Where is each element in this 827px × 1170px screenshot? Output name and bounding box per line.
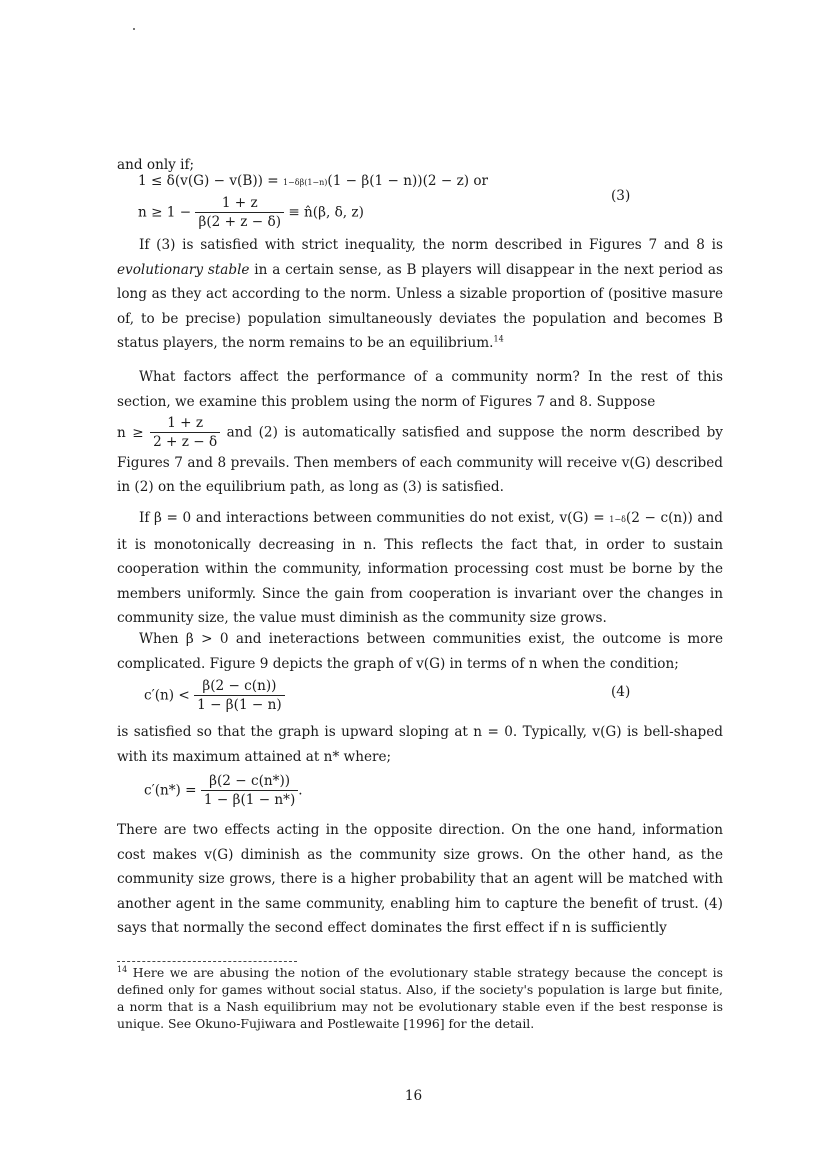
equation-3-line-1: 1 ≤ δ(v(G) − v(B)) = 1−δβ(1−n)(1 − β(1 − n))(2 − z) or (138, 173, 489, 189)
footnote-mark: 14 (117, 964, 128, 974)
equation-4-fraction: $\frac{\beta(2 - c(n))}{1 - \beta(1 - n)}$ (194, 678, 285, 714)
equation-4: c′(n) < $\frac{\beta(2 - c(n))}{1 - \beta(1 - n)}$ (144, 678, 285, 714)
equation-3-coefficient: 1−δβ(1−n) (282, 178, 328, 187)
equation-3-fraction: $\frac{1 + z}{\beta(2 + z - \delta)}$ (195, 195, 284, 231)
footnote-ref-14: 14 (493, 334, 504, 344)
equation-4-number: (4) (611, 684, 631, 700)
scan-speck (133, 28, 135, 30)
condition-fraction: $\frac{1 + z}{2 + z - \delta}$ (150, 415, 220, 451)
condition-inline: n ≥ $\frac{1 + z}{2 + z - \delta}$ (117, 425, 220, 441)
footnote-divider (117, 961, 297, 962)
paragraph-evolutionary-stability: If (3) is satisfied with strict inequality, the norm described in Figures 7 and 8 is evolutionary stable in a certain sense, as B players will disappear in the next period as long as they act according to the norm. Unless a sizable proportion of (positive masure of, to be precise) population simultaneously deviates the population and becomes B status players, the norm remains to be an equilibrium.$^{14}$ (117, 237, 723, 352)
beta-zero-coefficient: 1−δ (609, 515, 626, 524)
emphasis-evolutionary-stable: evolutionary stable (117, 261, 250, 278)
paragraph-beta-zero: If β = 0 and interactions between communities do not exist, v(G) = 1−δ(2 − c(n)) and it is monotonically decreasing in n. This reflects the fact that, in order to sustain cooperation within the community, information processing cost must be borne by the members uniformly. Since the gain from cooperation is invariant over the changes in community size, the value must diminish as the community size grows. (117, 510, 723, 627)
paragraph-community-norm-cont: n ≥ $\frac{1 + z}{2 + z - \delta}$ and (2) is automatically satisfied and suppose the norm described by Figures 7 and 8 prevails. Then members of each community will receive v(G) described in (2) on the equilibrium path, as long as (3) is satisfied. (117, 415, 724, 495)
equation-3-number: (3) (611, 188, 631, 204)
paragraph-bell-shaped: is satisfied so that the graph is upward sloping at n = 0. Typically, v(G) is bell-shaped with its maximum attained at n* where; (117, 724, 723, 765)
paragraph-two-effects: There are two effects acting in the opposite direction. On the one hand, information cost makes v(G) diminish as the community size grows. On the other hand, as the community size grows, there is a higher probability that an agent will be matched with another agent in the same community, enabling him to capture the benefit of trust. (4) says that normally the second effect dominates the first effect if n is sufficiently (117, 822, 723, 937)
paragraph-beta-positive: When β > 0 and ineteractions between communities exist, the outcome is more complicated. Figure 9 depicts the graph of v(G) in terms of n when the condition; (117, 631, 723, 672)
footnote-14: $^{14}$ Here we are abusing the notion of the evolutionary stable strategy because the concept is defined only for games without social status. Also, if the society's population is large but finite, a norm that is a Nash equilibrium may not be evolutionary stable even if the best response is unique. See Okuno-Fujiwara and Postlewaite [1996] for the detail. (117, 964, 723, 1031)
page-number: 16 (404, 1088, 423, 1104)
equation-maximum-fraction: $\frac{\beta(2 - c(n*))}{1 - \beta(1 - n*)}$ (201, 773, 298, 809)
intro-text: and only if; (117, 157, 195, 173)
equation-3-line-2: n ≥ 1 − $\frac{1 + z}{\beta(2 + z - \delta)}$ ≡ n̂(β, δ, z) (138, 195, 364, 230)
paragraph-community-norm: What factors affect the performance of a community norm? In the rest of this section, we examine this problem using the norm of Figures 7 and 8. Suppose (117, 369, 723, 410)
equation-maximum: c′(n*) = $\frac{\beta(2 - c(n*))}{1 - \beta(1 - n*)}$ . (144, 773, 303, 808)
